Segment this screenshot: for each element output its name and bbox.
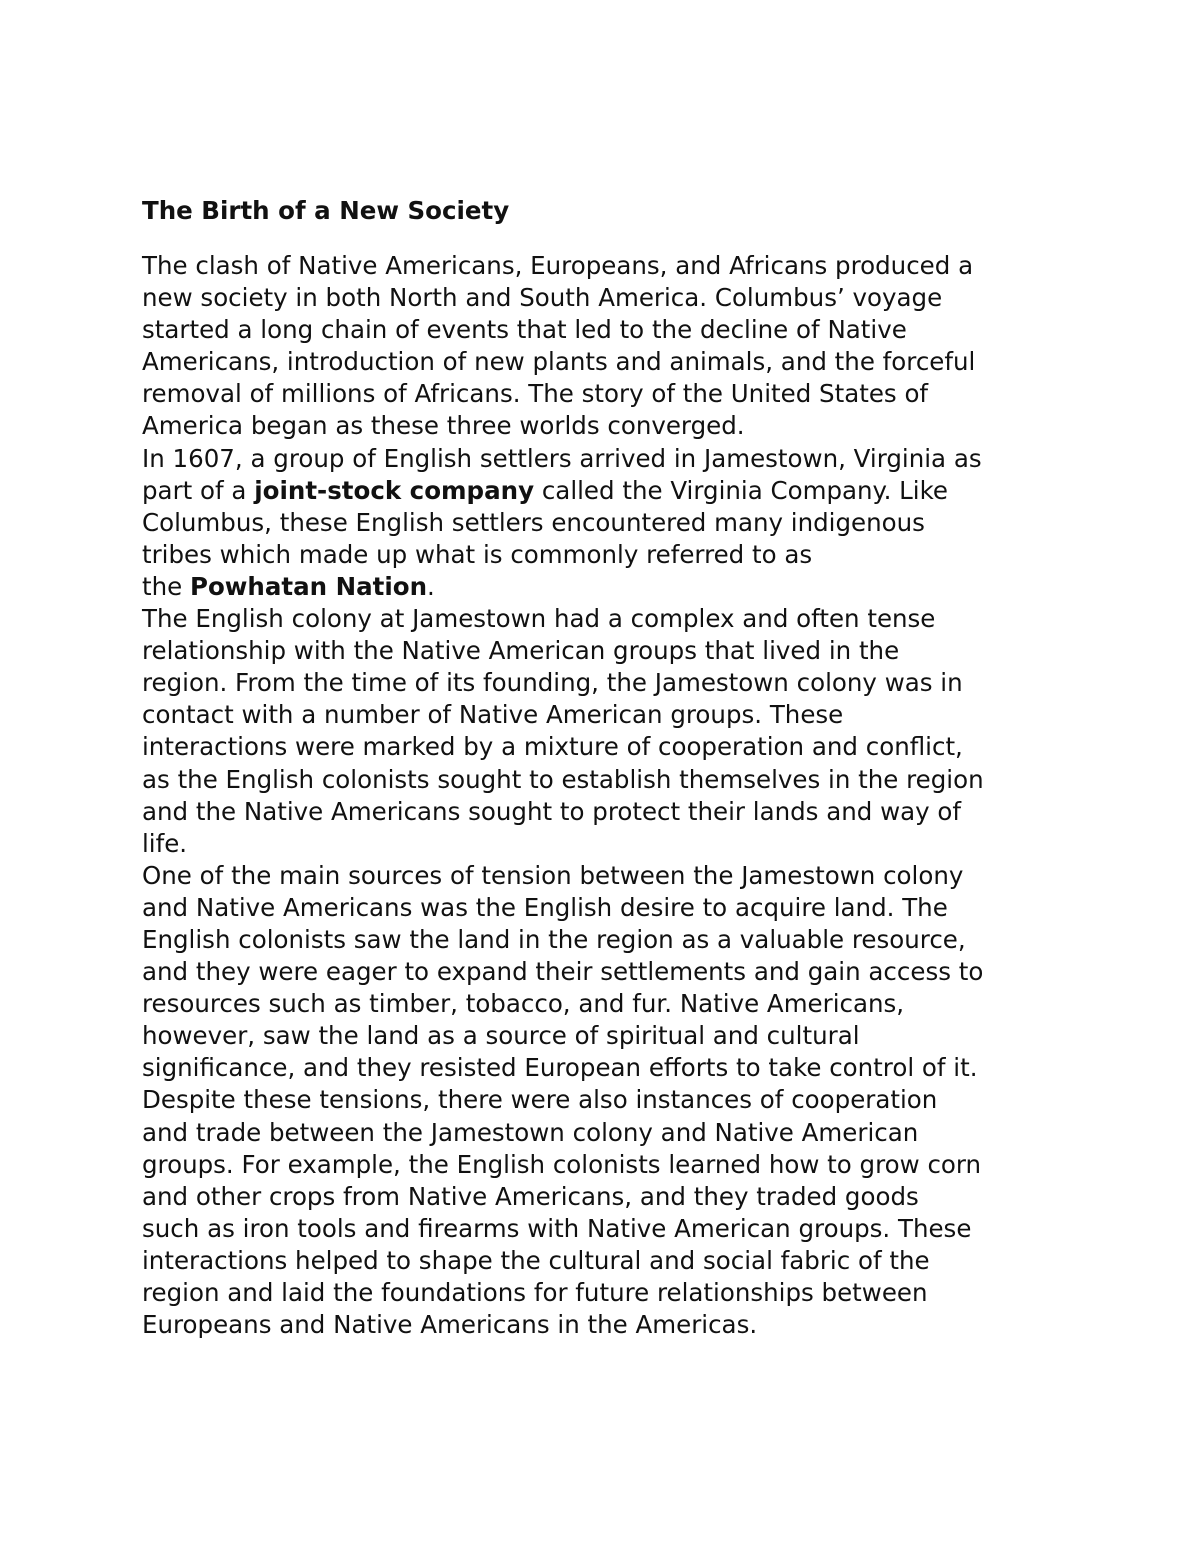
text-line: and the Native Americans sought to protect their lands and way of bbox=[142, 796, 962, 826]
text-run: . bbox=[427, 571, 435, 601]
text-line: The English colony at Jamestown had a complex and often tense bbox=[142, 604, 936, 634]
paragraph-intro bbox=[142, 250, 1102, 443]
text-line: groups. For example, the English colonists learned how to grow corn bbox=[142, 1149, 982, 1179]
text-line: interactions were marked by a mixture of cooperation and conflict, bbox=[142, 732, 963, 762]
text-line: as the English colonists sought to establish themselves in the region bbox=[142, 764, 984, 794]
text-line: region. From the time of its founding, the Jamestown colony was in bbox=[142, 668, 963, 698]
paragraph-relationship bbox=[142, 603, 1102, 860]
text-line: America began as these three worlds converged. bbox=[142, 411, 745, 441]
text-line: and trade between the Jamestown colony and Native American bbox=[142, 1117, 919, 1147]
text-line: resources such as timber, tobacco, and fur. Native Americans, bbox=[142, 989, 905, 1019]
text-run: part of a bbox=[142, 475, 255, 505]
text-line: such as iron tools and firearms with Native American groups. These bbox=[142, 1213, 972, 1243]
text-line: tribes which made up what is commonly referred to as bbox=[142, 539, 813, 569]
text-line: new society in both North and South America. Columbus’ voyage bbox=[142, 283, 943, 313]
text-run: called the Virginia Company. Like bbox=[534, 475, 948, 505]
text-line: and Native Americans was the English desire to acquire land. The bbox=[142, 892, 948, 922]
text-line: The clash of Native Americans, Europeans, and Africans produced a bbox=[142, 251, 974, 280]
text-line: however, saw the land as a source of spiritual and cultural bbox=[142, 1021, 860, 1051]
paragraph-jamestown bbox=[142, 443, 1102, 603]
text-line: significance, and they resisted European efforts to take control of it. bbox=[142, 1053, 978, 1083]
text-line: Europeans and Native Americans in the Americas. bbox=[142, 1310, 758, 1340]
document-page bbox=[142, 193, 1102, 1341]
text-line: interactions helped to shape the cultural and social fabric of the bbox=[142, 1245, 930, 1275]
text-line: and other crops from Native Americans, and they traded goods bbox=[142, 1181, 919, 1211]
text-line bbox=[142, 571, 1102, 603]
text-line: region and laid the foundations for future relationships between bbox=[142, 1278, 928, 1307]
text-line bbox=[142, 475, 1102, 507]
bold-term-powhatan-nation: Powhatan Nation bbox=[190, 571, 428, 601]
text-line: relationship with the Native American groups that lived in the bbox=[142, 636, 900, 666]
paragraph-tension bbox=[142, 860, 1102, 1085]
text-line: In 1607, a group of English settlers arrived in Jamestown, Virginia as bbox=[142, 443, 982, 473]
text-line: Americans, introduction of new plants and animals, and the forceful bbox=[142, 347, 976, 377]
text-line: contact with a number of Native American groups. These bbox=[142, 700, 844, 730]
document-title: The Birth of a New Society bbox=[142, 196, 510, 225]
text-line: removal of millions of Africans. The story of the United States of bbox=[142, 379, 929, 409]
text-line: life. bbox=[142, 828, 188, 858]
text-line: One of the main sources of tension between the Jamestown colony bbox=[142, 860, 964, 890]
text-line: Columbus, these English settlers encountered many indigenous bbox=[142, 507, 925, 537]
text-line: started a long chain of events that led to the decline of Native bbox=[142, 315, 907, 345]
text-line: English colonists saw the land in the region as a valuable resource, bbox=[142, 924, 966, 954]
bold-term-joint-stock-company: joint-stock company bbox=[254, 475, 535, 505]
text-line: Despite these tensions, there were also instances of cooperation bbox=[142, 1085, 938, 1115]
paragraph-cooperation bbox=[142, 1084, 1102, 1341]
text-run: the bbox=[142, 571, 190, 601]
text-line: and they were eager to expand their settlements and gain access to bbox=[142, 957, 984, 987]
